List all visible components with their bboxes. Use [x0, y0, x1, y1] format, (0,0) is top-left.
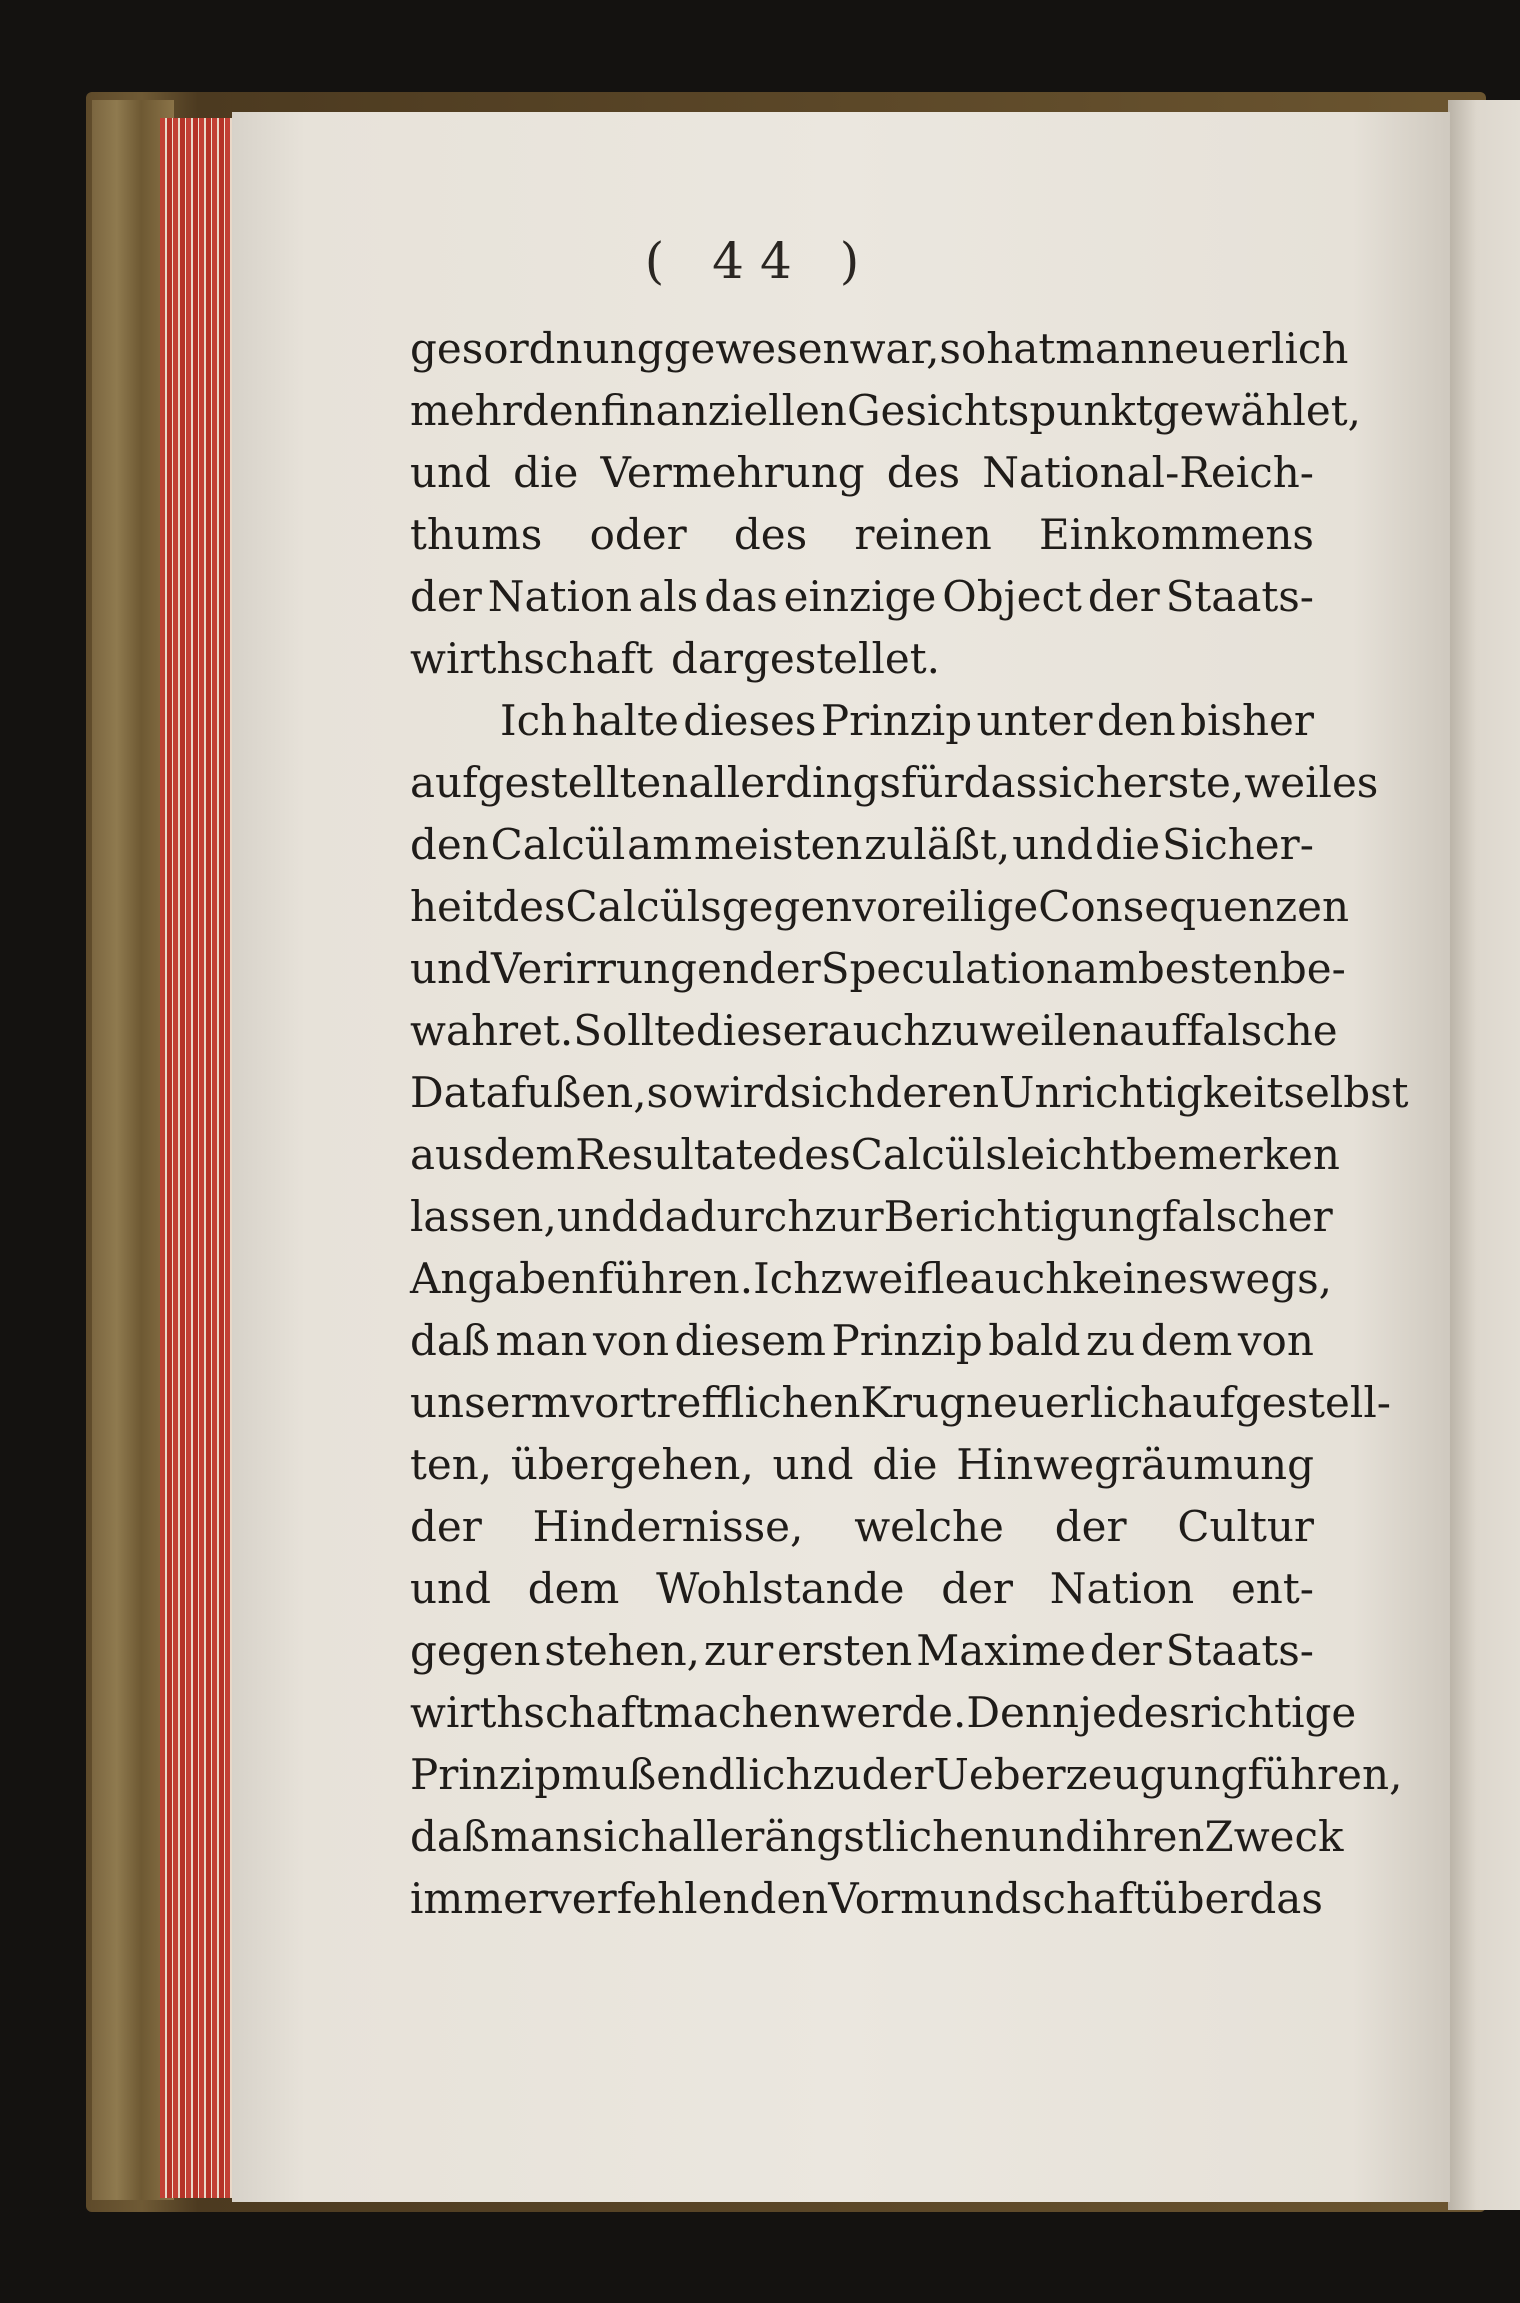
word: Berichtigung: [883, 1192, 1162, 1241]
word: richtige: [1190, 1688, 1357, 1737]
word: Consequenzen: [1038, 882, 1349, 931]
word: der: [410, 572, 482, 621]
word: stehen,: [544, 1626, 701, 1675]
word: besten: [1137, 944, 1280, 993]
word: die: [872, 1440, 938, 1489]
word: man: [489, 1812, 582, 1861]
word: führen,: [1247, 1750, 1403, 1799]
word: National-Reich-: [982, 448, 1314, 497]
text-line: [410, 1496, 1314, 1558]
word: dieser: [695, 1006, 828, 1055]
word: das: [963, 758, 1038, 807]
word: Vormundschaft: [828, 1874, 1151, 1923]
word: gesordnung: [410, 324, 664, 373]
word: Prinzip: [820, 696, 973, 745]
word: hat: [986, 324, 1056, 373]
word: der: [1087, 572, 1160, 621]
word: gewählet,: [1152, 386, 1361, 435]
word: Staats-: [1165, 572, 1314, 621]
word: und: [772, 1440, 854, 1489]
word: zuweilen: [930, 1006, 1119, 1055]
word: die: [513, 448, 579, 497]
word: ten,: [410, 1440, 493, 1489]
word: Hindernisse,: [532, 1502, 804, 1551]
text-line: [410, 566, 1314, 628]
word: Verirrungen: [491, 944, 749, 993]
word: Nation: [1049, 1564, 1195, 1613]
word: bald: [988, 1316, 1081, 1365]
word: Zweck: [1204, 1812, 1344, 1861]
word: welche: [854, 1502, 1004, 1551]
word: unserm: [410, 1378, 571, 1427]
word: ent-: [1230, 1564, 1314, 1613]
word: meisten: [693, 820, 863, 869]
word: gegen: [721, 882, 853, 931]
text-line: [410, 442, 1314, 504]
word: neuerlich: [965, 1378, 1168, 1427]
word: Ich: [753, 1254, 821, 1303]
word: und: [410, 1564, 491, 1613]
word: es: [1331, 758, 1379, 807]
word: dem: [1140, 1316, 1233, 1365]
word: immer: [410, 1874, 549, 1923]
word: am: [1072, 944, 1138, 993]
text-line: [410, 380, 1361, 442]
word: auch: [969, 1254, 1073, 1303]
word: selbst: [1283, 1068, 1409, 1117]
text-line: [410, 752, 1379, 814]
word: falscher: [1161, 1192, 1333, 1241]
text-line: [410, 1682, 1357, 1744]
word: Sollte: [573, 1006, 696, 1055]
word: finanziellen: [600, 386, 847, 435]
word: auf: [1118, 1006, 1187, 1055]
word: fußen,: [510, 1068, 647, 1117]
text-line: [410, 1124, 1340, 1186]
text-line: [410, 938, 1346, 1000]
word: Prinzip: [410, 1750, 562, 1799]
word: aufgestell-: [1167, 1378, 1391, 1427]
word: neuerlich: [1147, 324, 1349, 373]
text-line: [410, 1744, 1403, 1806]
word: Einkommens: [1038, 510, 1314, 559]
word: Calcül: [490, 820, 626, 869]
word: so: [939, 324, 987, 373]
word: Sicher-: [1162, 820, 1314, 869]
text-line: [410, 1186, 1333, 1248]
word: Resultate: [575, 1130, 778, 1179]
word: wird: [693, 1068, 790, 1117]
text-line: [410, 1372, 1391, 1434]
word: übergehen,: [510, 1440, 754, 1489]
word: aller: [667, 1812, 765, 1861]
word: jedes: [1078, 1688, 1191, 1737]
word: Vermehrung: [600, 448, 865, 497]
word: unter: [976, 696, 1093, 745]
word: so: [646, 1068, 694, 1117]
word: der: [1054, 1502, 1127, 1551]
text-line: [410, 318, 1349, 380]
text-line: [410, 1620, 1314, 1682]
word: und: [556, 1192, 638, 1241]
word: für: [900, 758, 964, 807]
text-line: [410, 628, 1314, 690]
word: bemerken: [1126, 1130, 1340, 1179]
word: oder: [589, 510, 687, 559]
word: und: [410, 448, 491, 497]
word: zur: [814, 1192, 884, 1241]
word: Krug: [860, 1378, 966, 1427]
word: dem: [483, 1130, 576, 1179]
text-line: [410, 1310, 1314, 1372]
word: das: [704, 572, 778, 621]
word: verfehlenden: [548, 1874, 829, 1923]
word: deren: [875, 1068, 1000, 1117]
word: der: [748, 944, 821, 993]
word: diesem: [674, 1316, 826, 1365]
page-text: [410, 318, 1409, 1930]
word: Maxime: [916, 1626, 1087, 1675]
word: mehr: [410, 386, 522, 435]
word: Speculation: [820, 944, 1073, 993]
word: den: [521, 386, 601, 435]
word: wirthschaft: [410, 1688, 653, 1737]
word: zweifle: [820, 1254, 970, 1303]
word: Ich: [500, 696, 568, 745]
word: lassen,: [410, 1192, 557, 1241]
word: wirthschaft: [410, 634, 653, 683]
word: Object: [942, 572, 1082, 621]
word: dem: [527, 1564, 620, 1613]
word: gewesen: [663, 324, 850, 373]
word: Calcüls: [565, 882, 722, 931]
word: Nation: [487, 572, 633, 621]
word: von: [592, 1316, 670, 1365]
word: und: [410, 944, 491, 993]
word: ersten: [777, 1626, 913, 1675]
word: zu: [812, 1750, 862, 1799]
word: Denn: [966, 1688, 1079, 1737]
word: keineswegs,: [1072, 1254, 1332, 1303]
word: zuläßt,: [864, 820, 1011, 869]
word: sich: [789, 1068, 876, 1117]
word: des: [733, 510, 808, 559]
word: führen.: [598, 1254, 754, 1303]
word: gegen: [410, 1626, 541, 1675]
word: Ueberzeugung: [933, 1750, 1248, 1799]
word: Wohlstande: [656, 1564, 905, 1613]
word: vortrefflichen: [570, 1378, 861, 1427]
text-line: [410, 1062, 1409, 1124]
word: Unrichtigkeit: [999, 1068, 1284, 1117]
word: aus: [410, 1130, 484, 1179]
word: als: [638, 572, 699, 621]
word: dargestellet.: [670, 634, 940, 683]
word: weil: [1244, 758, 1332, 807]
word: ihren: [1092, 1812, 1205, 1861]
text-line: [410, 1434, 1314, 1496]
word: Angaben: [410, 1254, 599, 1303]
word: leicht: [1006, 1130, 1127, 1179]
word: war,: [849, 324, 940, 373]
word: zu: [1086, 1316, 1136, 1365]
word: Calcüls: [850, 1130, 1007, 1179]
word: und: [1012, 820, 1094, 869]
word: Prinzip: [831, 1316, 983, 1365]
word: Cultur: [1177, 1502, 1314, 1551]
red-page-edges: [160, 118, 232, 2198]
word: von: [1237, 1316, 1314, 1365]
word: sicherste,: [1037, 758, 1245, 807]
page-number: ( 44 ): [644, 232, 876, 290]
text-line: [410, 814, 1314, 876]
word: und: [1011, 1812, 1093, 1861]
word: den: [410, 820, 489, 869]
word: man: [495, 1316, 588, 1365]
word: den: [1096, 696, 1176, 745]
word: einzige: [783, 572, 937, 621]
word: ängstlichen: [764, 1812, 1012, 1861]
word: halte: [571, 696, 679, 745]
word: der: [410, 1502, 482, 1551]
text-line: [410, 690, 1314, 752]
word: das: [1249, 1874, 1323, 1923]
text-line: [410, 1558, 1314, 1620]
text-line: [410, 504, 1314, 566]
word: der: [1089, 1626, 1162, 1675]
word: falsche: [1186, 1006, 1338, 1055]
word: Gesichtspunkt: [846, 386, 1153, 435]
word: muß: [561, 1750, 657, 1799]
word: allerdings: [688, 758, 901, 807]
word: bisher: [1180, 696, 1314, 745]
word: dieses: [683, 696, 817, 745]
word: werde.: [820, 1688, 967, 1737]
word: heit: [410, 882, 493, 931]
word: am: [627, 820, 693, 869]
word: die: [1094, 820, 1161, 869]
word: machen: [652, 1688, 821, 1737]
word: des: [492, 882, 566, 931]
word: endlich: [656, 1750, 813, 1799]
word: der: [941, 1564, 1014, 1613]
word: wahret.: [410, 1006, 574, 1055]
word: Data: [410, 1068, 511, 1117]
word: daß: [410, 1316, 490, 1365]
word: auch: [827, 1006, 931, 1055]
facing-page-edge: [1448, 100, 1520, 2210]
word: dadurch: [637, 1192, 815, 1241]
word: Hinwegräumung: [956, 1440, 1314, 1489]
word: be-: [1279, 944, 1346, 993]
word: des: [777, 1130, 851, 1179]
text-line: [410, 1248, 1332, 1310]
word: daß: [410, 1812, 490, 1861]
word: reinen: [854, 510, 992, 559]
text-line: [410, 1868, 1323, 1930]
word: voreilige: [852, 882, 1039, 931]
word: Staats-: [1165, 1626, 1314, 1675]
text-line: [410, 1000, 1338, 1062]
word: thums: [410, 510, 543, 559]
word: sich: [581, 1812, 668, 1861]
word: man: [1055, 324, 1148, 373]
word: des: [886, 448, 961, 497]
word: zur: [703, 1626, 774, 1675]
word: über: [1150, 1874, 1250, 1923]
word: aufgestellten: [410, 758, 689, 807]
text-line: [410, 1806, 1344, 1868]
text-line: [410, 876, 1349, 938]
word: der: [861, 1750, 934, 1799]
